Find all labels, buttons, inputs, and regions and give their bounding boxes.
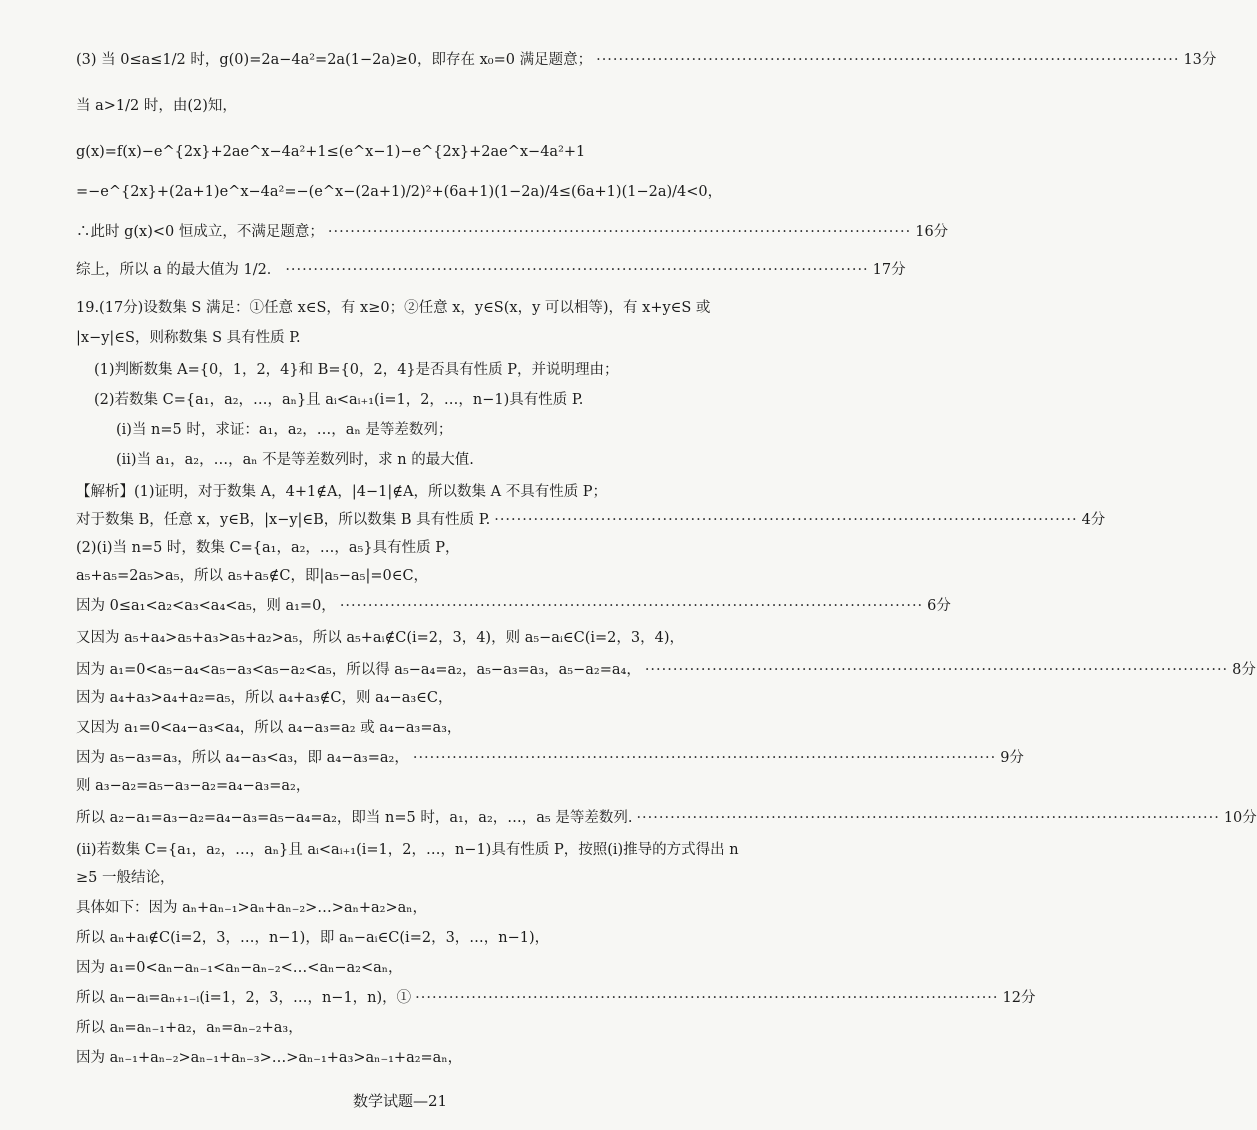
solution-line: (2)(i)当 n=5 时，数集 C={a₁，a₂，…，a₅}具有性质 P， bbox=[76, 540, 460, 556]
solution-line: 又因为 a₅+a₄>a₅+a₃>a₅+a₂>a₅，所以 a₅+aᵢ∉C(i=2，3，4)，则 a₅−aᵢ∈C(i=2，3，4)， bbox=[76, 630, 684, 646]
solution-line: 因为 a₅−a₃=a₃，所以 a₄−a₃<a₃，即 a₄−a₃=a₂， ········································································································ 9分 bbox=[76, 750, 1024, 766]
solution-line: 所以 aₙ+aᵢ∉C(i=2，3，…，n−1)，即 aₙ−aᵢ∈C(i=2，3，…，n−1)， bbox=[76, 930, 550, 946]
solution-line: 因为 a₄+a₃>a₄+a₂=a₅，所以 a₄+a₃∉C，则 a₄−a₃∈C， bbox=[76, 690, 453, 706]
solution-line: 因为 0≤a₁<a₂<a₃<a₄<a₅，则 a₁=0， ········································································································ 6分 bbox=[76, 598, 951, 614]
solution-line: g(x)=f(x)−e^{2x}+2ae^x−4a²+1≤(e^x−1)−e^{2x}+2ae^x−4a²+1 bbox=[76, 144, 586, 160]
solution-line: ≥5 一般结论， bbox=[76, 870, 175, 886]
problem-statement: 19.(17分)设数集 S 满足：①任意 x∈S，有 x≥0；②任意 x，y∈S(x，y 可以相等)，有 x+y∈S 或 bbox=[76, 300, 711, 316]
solution-line: a₅+a₅=2a₅>a₅，所以 a₅+a₅∉C，即|a₅−a₅|=0∈C， bbox=[76, 568, 429, 584]
solution-line: 当 a>1/2 时，由(2)知， bbox=[76, 98, 237, 114]
problem-part: (2)若数集 C={a₁，a₂，…，aₙ}且 aᵢ<aᵢ₊₁(i=1，2，…，n−1)具有性质 P. bbox=[94, 392, 584, 408]
page-footer: 数学试题—21 bbox=[352, 1092, 448, 1110]
problem-part: (1)判断数集 A={0，1，2，4}和 B={0，2，4}是否具有性质 P，并说明理由； bbox=[94, 362, 619, 378]
solution-line: 综上，所以 a 的最大值为 1/2． ········································································································ 17分 bbox=[76, 262, 906, 278]
solution-line: (ii)若数集 C={a₁，a₂，…，aₙ}且 aᵢ<aᵢ₊₁(i=1，2，…，n−1)具有性质 P，按照(i)推导的方式得出 n bbox=[76, 842, 739, 858]
solution-line: 对于数集 B，任意 x，y∈B，|x−y|∈B，所以数集 B 具有性质 P. ········································································································ 4分 bbox=[76, 512, 1106, 528]
problem-subpart: (i)当 n=5 时，求证：a₁，a₂，…，aₙ 是等差数列； bbox=[116, 422, 453, 438]
solution-line: 【解析】(1)证明，对于数集 A，4+1∉A，|4−1|∉A，所以数集 A 不具有性质 P； bbox=[76, 484, 608, 500]
solution-line: (3) 当 0≤a≤1/2 时，g(0)=2a−4a²=2a(1−2a)≥0，即存在 x₀=0 满足题意； ········································································································ 13分 bbox=[76, 52, 1217, 68]
problem-subpart: (ii)当 a₁，a₂，…，aₙ 不是等差数列时，求 n 的最大值. bbox=[116, 452, 474, 468]
solution-line: 所以 aₙ−aᵢ=aₙ₊₁₋ᵢ(i=1，2，3，…，n−1，n)，① ········································································································ 12分 bbox=[76, 990, 1036, 1006]
solution-line: 则 a₃−a₂=a₅−a₃−a₂=a₄−a₃=a₂， bbox=[76, 778, 311, 794]
solution-line: 所以 aₙ=aₙ₋₁+a₂，aₙ=aₙ₋₂+a₃， bbox=[76, 1020, 303, 1036]
solution-line: 因为 a₁=0<a₅−a₄<a₅−a₃<a₅−a₂<a₅，所以得 a₅−a₄=a₂，a₅−a₃=a₃，a₅−a₂=a₄， ········································································································ 8分 bbox=[76, 662, 1256, 678]
solution-line: 因为 aₙ₋₁+aₙ₋₂>aₙ₋₁+aₙ₋₃>…>aₙ₋₁+a₃>aₙ₋₁+a₂=aₙ， bbox=[76, 1050, 463, 1066]
solution-line: 所以 a₂−a₁=a₃−a₂=a₄−a₃=a₅−a₄=a₂，即当 n=5 时，a₁，a₂，…，a₅ 是等差数列. ········································································································ 10分 bbox=[76, 810, 1257, 826]
problem-statement: |x−y|∈S，则称数集 S 具有性质 P. bbox=[76, 330, 301, 346]
solution-line: =−e^{2x}+(2a+1)e^x−4a²=−(e^x−(2a+1)/2)²+(6a+1)(1−2a)/4≤(6a+1)(1−2a)/4<0， bbox=[76, 184, 723, 200]
solution-line: 具体如下：因为 aₙ+aₙ₋₁>aₙ+aₙ₋₂>…>aₙ+a₂>aₙ， bbox=[76, 900, 428, 916]
solution-line: ∴此时 g(x)<0 恒成立，不满足题意； ········································································································ 16分 bbox=[76, 224, 949, 240]
solution-line: 因为 a₁=0<aₙ−aₙ₋₁<aₙ−aₙ₋₂<…<aₙ−a₂<aₙ， bbox=[76, 960, 403, 976]
solution-line: 又因为 a₁=0<a₄−a₃<a₄，所以 a₄−a₃=a₂ 或 a₄−a₃=a₃， bbox=[76, 720, 462, 736]
